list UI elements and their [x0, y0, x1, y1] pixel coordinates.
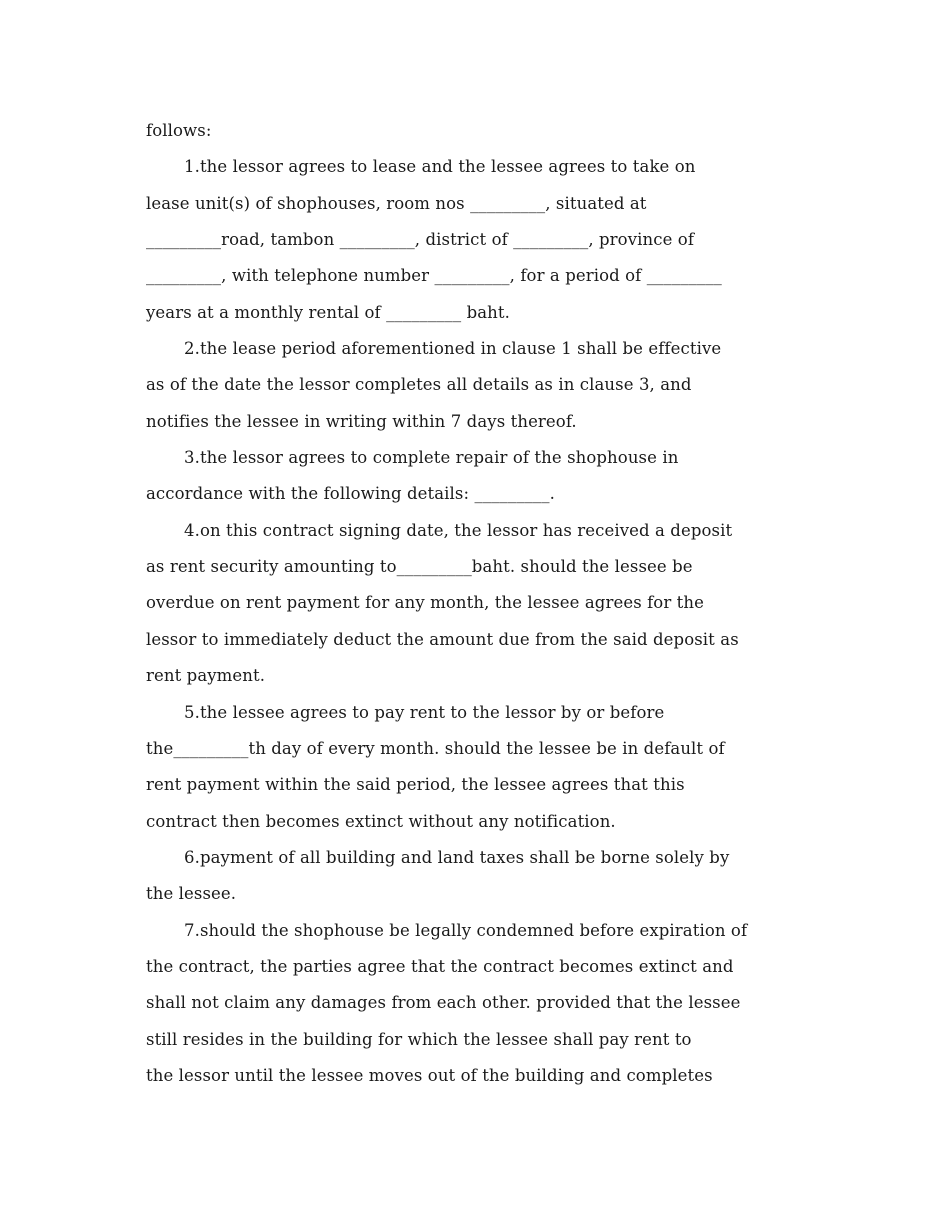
clause-7-line-5: the lessor until the lessee moves out of the building and completes [146, 1065, 713, 1085]
clause-4-line-4: lessor to immediately deduct the amount due from the said deposit as [146, 629, 739, 649]
clause-2-line-3: notifies the lessee in writing within 7 days thereof. [146, 411, 577, 431]
clause-7-line-2: the contract, the parties agree that the contract becomes extinct and [146, 956, 734, 976]
clause-1-line-3: _________road, tambon _________, district of _________, province of [146, 230, 695, 250]
clause-5-line-2: the_________th day of every month. should the lessee be in default of [146, 738, 725, 758]
clause-7-line-3: shall not claim any damages from each other. provided that the lessee [146, 993, 741, 1013]
clause-5-line-4: contract then becomes extinct without any notification. [146, 811, 616, 831]
lease-contract-body [146, 113, 826, 1094]
clause-6-line-2: the lessee. [146, 884, 237, 904]
clause-1-line-4: _________, with telephone number _________, for a period of _________ [146, 266, 722, 286]
clause-2-line-2: as of the date the lessor completes all details as in clause 3, and [146, 375, 692, 395]
clause-1-line-2: lease unit(s) of shophouses, room nos _________, situated at [146, 193, 647, 213]
clause-6-line-1: 6.payment of all building and land taxes shall be borne solely by [184, 847, 730, 867]
clause-4-line-1: 4.on this contract signing date, the lessor has received a deposit [184, 520, 733, 540]
text-line-follows: follows: [146, 121, 212, 140]
clause-3-line-1: 3.the lessor agrees to complete repair of the shophouse in [184, 448, 679, 468]
clause-7-line-1: 7.should the shophouse be legally condemned before expiration of [184, 920, 748, 940]
clause-4-line-3: overdue on rent payment for any month, the lessee agrees for the [146, 593, 704, 613]
clause-2-line-1: 2.the lease period aforementioned in clause 1 shall be effective [184, 339, 722, 359]
clause-4-line-5: rent payment. [146, 666, 266, 686]
clause-3-line-2: accordance with the following details: _________. [146, 484, 555, 504]
clause-5-line-1: 5.the lessee agrees to pay rent to the lessor by or before [184, 702, 665, 722]
clause-7-line-4: still resides in the building for which the lessee shall pay rent to [146, 1029, 692, 1049]
clause-1-line-5: years at a monthly rental of _________ baht. [146, 302, 510, 322]
clause-5-line-3: rent payment within the said period, the lessee agrees that this [146, 775, 685, 795]
clause-1-line-1: 1.the lessor agrees to lease and the lessee agrees to take on [184, 157, 696, 177]
clause-4-line-2: as rent security amounting to_________baht. should the lessee be [146, 557, 693, 577]
